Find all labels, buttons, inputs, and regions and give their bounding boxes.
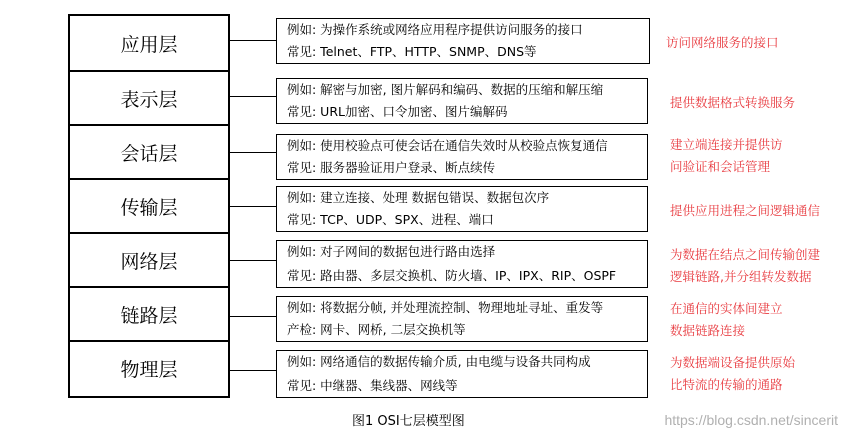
connector-line bbox=[230, 152, 276, 153]
info-box-application bbox=[276, 18, 650, 64]
layer-datalink: 链路层 bbox=[70, 286, 228, 340]
desc-datalink: 在通信的实体间建立 数据链路连接 bbox=[670, 301, 783, 338]
layer-physical: 物理层 bbox=[70, 340, 228, 394]
layer-presentation: 表示层 bbox=[70, 70, 228, 124]
info-example: 例如: 网络通信的数据传输介质, 由电缆与设备共同构成 bbox=[287, 354, 591, 369]
info-example: 例如: 为操作系统或网络应用程序提供访问服务的接口 bbox=[287, 22, 583, 37]
desc-transport: 提供应用进程之间逻辑通信 bbox=[670, 203, 821, 218]
info-example: 例如: 将数据分帧, 并处理流控制、物理地址寻址、重发等 bbox=[287, 300, 604, 315]
connector-line bbox=[230, 206, 276, 207]
info-common: 常见: 服务器验证用户登录、断点续传 bbox=[287, 160, 496, 175]
info-example: 例如: 建立连接、处理 数据包错误、数据包次序 bbox=[287, 190, 550, 205]
info-common: 常见: 中继器、集线器、网线等 bbox=[287, 378, 458, 393]
desc-presentation: 提供数据格式转换服务 bbox=[670, 95, 796, 110]
connector-line bbox=[230, 260, 276, 261]
info-common: 产检: 网卡、网桥, 二层交换机等 bbox=[287, 322, 466, 337]
layer-transport: 传输层 bbox=[70, 178, 228, 232]
info-box-transport bbox=[276, 186, 648, 232]
info-box-presentation bbox=[276, 78, 648, 124]
info-box-session bbox=[276, 134, 648, 180]
info-example: 例如: 解密与加密, 图片解码和编码、数据的压缩和解压缩 bbox=[287, 82, 604, 97]
info-common: 常见: 路由器、多层交换机、防火墙、IP、IPX、RIP、OSPF bbox=[287, 268, 617, 283]
osi-layer-stack bbox=[68, 14, 230, 398]
connector-line bbox=[230, 370, 276, 371]
desc-session: 建立端连接并提供访 问验证和会话管理 bbox=[670, 137, 783, 174]
desc-application: 访问网络服务的接口 bbox=[666, 35, 779, 50]
connector-line bbox=[230, 316, 276, 317]
info-common: 常见: TCP、UDP、SPX、进程、端口 bbox=[287, 212, 494, 227]
desc-physical: 为数据端设备提供原始 比特流的传输的通路 bbox=[670, 355, 796, 392]
layer-session: 会话层 bbox=[70, 124, 228, 178]
info-box-datalink bbox=[276, 296, 648, 342]
figure-caption: 图1 OSI七层模型图 bbox=[352, 414, 465, 429]
info-box-physical bbox=[276, 350, 648, 398]
info-example: 例如: 使用校验点可使会话在通信失效时从校验点恢复通信 bbox=[287, 138, 608, 153]
layer-network: 网络层 bbox=[70, 232, 228, 286]
connector-line bbox=[230, 40, 276, 41]
info-box-network bbox=[276, 240, 648, 288]
layer-application: 应用层 bbox=[120, 33, 178, 56]
watermark: https://blog.csdn.net/sincerit bbox=[664, 412, 838, 428]
info-common: 常见: Telnet、FTP、HTTP、SNMP、DNS等 bbox=[287, 44, 537, 59]
info-example: 例如: 对子网间的数据包进行路由选择 bbox=[287, 244, 496, 259]
connector-line bbox=[230, 96, 276, 97]
desc-network: 为数据在结点之间传输创建 逻辑链路,并分组转发数据 bbox=[670, 247, 821, 284]
info-common: 常见: URL加密、口令加密、图片编解码 bbox=[287, 104, 508, 119]
